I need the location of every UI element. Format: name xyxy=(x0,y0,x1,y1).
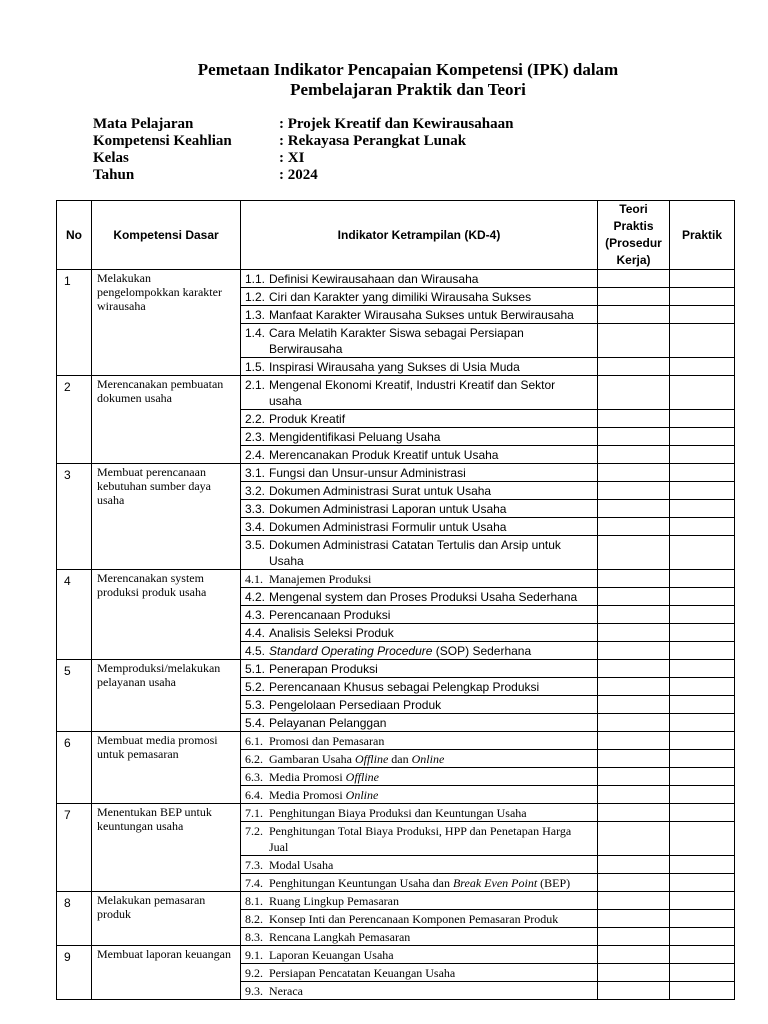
teori-praktis-cell xyxy=(598,570,670,588)
document-meta xyxy=(93,116,513,184)
teori-praktis-cell xyxy=(598,714,670,732)
kompetensi-dasar-cell: Merencanakan system produksi produk usaha xyxy=(92,570,241,660)
indikator-text: Gambaran Usaha Offline dan Online xyxy=(269,752,445,766)
indikator-number: 7.4. xyxy=(245,876,263,890)
praktik-cell xyxy=(670,678,735,696)
row-number: 9 xyxy=(57,946,92,1000)
indikator-text: Media Promosi Online xyxy=(269,788,379,802)
teori-praktis-cell xyxy=(598,428,670,446)
teori-praktis-cell xyxy=(598,732,670,750)
teori-praktis-cell xyxy=(598,376,670,410)
indikator-text: Produk Kreatif xyxy=(269,412,346,426)
praktik-cell xyxy=(670,624,735,642)
indikator-cell xyxy=(241,518,598,536)
indikator-number: 1.3. xyxy=(245,308,266,322)
indikator-text: Rencana Langkah Pemasaran xyxy=(269,930,411,944)
ipk-table xyxy=(56,200,735,1000)
teori-praktis-cell xyxy=(598,518,670,536)
praktik-cell xyxy=(670,482,735,500)
teori-praktis-cell xyxy=(598,306,670,324)
praktik-cell xyxy=(670,910,735,928)
teori-praktis-cell xyxy=(598,270,670,288)
teori-praktis-cell xyxy=(598,410,670,428)
indikator-cell xyxy=(241,714,598,732)
indikator-text: Perencanaan Produksi xyxy=(269,608,391,622)
indikator-number: 3.1. xyxy=(245,466,266,480)
indikator-cell xyxy=(241,410,598,428)
indikator-number: 4.4. xyxy=(245,626,266,640)
indikator-cell xyxy=(241,376,598,410)
teori-praktis-cell xyxy=(598,786,670,804)
table-row xyxy=(57,376,735,410)
indikator-text: Penghitungan Biaya Produksi dan Keuntungan Usaha xyxy=(269,806,527,820)
indikator-text: Cara Melatih Karakter Siswa sebagai Persiapan Berwirausaha xyxy=(269,326,524,356)
indikator-number: 3.3. xyxy=(245,502,266,516)
meta-row xyxy=(93,133,513,150)
indikator-text: Modal Usaha xyxy=(269,858,334,872)
indikator-cell xyxy=(241,624,598,642)
indikator-cell xyxy=(241,874,598,892)
praktik-cell xyxy=(670,856,735,874)
indikator-cell xyxy=(241,358,598,376)
indikator-cell xyxy=(241,696,598,714)
indikator-cell xyxy=(241,588,598,606)
indikator-cell xyxy=(241,750,598,768)
teori-praktis-cell xyxy=(598,750,670,768)
indikator-text: Mengenal system dan Proses Produksi Usaha Sederhana xyxy=(269,590,578,604)
meta-value: : Rekayasa Perangkat Lunak xyxy=(279,133,467,149)
row-number: 4 xyxy=(57,570,92,660)
praktik-cell xyxy=(670,518,735,536)
praktik-cell xyxy=(670,324,735,358)
praktik-cell xyxy=(670,606,735,624)
teori-praktis-cell xyxy=(598,768,670,786)
praktik-cell xyxy=(670,946,735,964)
kompetensi-dasar-cell: Merencanakan pembuatan dokumen usaha xyxy=(92,376,241,464)
meta-value: : 2024 xyxy=(279,167,318,183)
indikator-number: 1.4. xyxy=(245,326,266,340)
header-indikator: Indikator Ketrampilan (KD-4) xyxy=(241,201,598,270)
indikator-text: Dokumen Administrasi Catatan Tertulis dan Arsip untuk Usaha xyxy=(269,538,561,568)
indikator-number: 4.1. xyxy=(245,572,263,586)
meta-row xyxy=(93,150,513,167)
praktik-cell xyxy=(670,500,735,518)
indikator-number: 6.1. xyxy=(245,734,263,748)
row-number: 2 xyxy=(57,376,92,464)
teori-praktis-cell xyxy=(598,678,670,696)
indikator-number: 2.2. xyxy=(245,412,266,426)
indikator-number: 7.1. xyxy=(245,806,263,820)
row-number: 8 xyxy=(57,892,92,946)
indikator-text: Manfaat Karakter Wirausaha Sukses untuk Berwirausaha xyxy=(269,308,574,322)
indikator-text: Media Promosi Offline xyxy=(269,770,379,784)
row-number: 3 xyxy=(57,464,92,570)
teori-praktis-cell xyxy=(598,856,670,874)
kompetensi-dasar-cell: Melakukan pengelompokkan karakter wirausaha xyxy=(92,270,241,376)
praktik-cell xyxy=(670,964,735,982)
indikator-text: Konsep Inti dan Perencanaan Komponen Pemasaran Produk xyxy=(269,912,559,926)
indikator-cell xyxy=(241,856,598,874)
indikator-text: Dokumen Administrasi Laporan untuk Usaha xyxy=(269,502,507,516)
indikator-number: 4.2. xyxy=(245,590,266,604)
indikator-number: 3.5. xyxy=(245,538,266,552)
indikator-text: Merencanakan Produk Kreatif untuk Usaha xyxy=(269,448,499,462)
indikator-number: 5.3. xyxy=(245,698,266,712)
praktik-cell xyxy=(670,750,735,768)
table-row xyxy=(57,732,735,750)
indikator-number: 4.5. xyxy=(245,644,266,658)
indikator-number: 8.2. xyxy=(245,912,263,926)
indikator-text: Persiapan Pencatatan Keuangan Usaha xyxy=(269,966,456,980)
indikator-number: 4.3. xyxy=(245,608,266,622)
header-teori-praktis: Teori Praktis (Prosedur Kerja) xyxy=(598,201,670,270)
indikator-number: 3.4. xyxy=(245,520,266,534)
praktik-cell xyxy=(670,892,735,910)
praktik-cell xyxy=(670,714,735,732)
row-number: 5 xyxy=(57,660,92,732)
kompetensi-dasar-cell: Menentukan BEP untuk keuntungan usaha xyxy=(92,804,241,892)
indikator-number: 6.4. xyxy=(245,788,263,802)
indikator-number: 1.1. xyxy=(245,272,266,286)
indikator-cell xyxy=(241,732,598,750)
indikator-number: 2.4. xyxy=(245,448,266,462)
indikator-cell xyxy=(241,964,598,982)
table-row xyxy=(57,570,735,588)
table-header-row xyxy=(57,201,735,270)
indikator-number: 9.2. xyxy=(245,966,263,980)
indikator-number: 1.5. xyxy=(245,360,266,374)
praktik-cell xyxy=(670,696,735,714)
indikator-cell xyxy=(241,428,598,446)
teori-praktis-cell xyxy=(598,536,670,570)
indikator-number: 5.2. xyxy=(245,680,266,694)
indikator-text: Manajemen Produksi xyxy=(269,572,372,586)
table-row xyxy=(57,660,735,678)
meta-key: Kompetensi Keahlian xyxy=(93,133,232,149)
praktik-cell xyxy=(670,588,735,606)
praktik-cell xyxy=(670,306,735,324)
indikator-cell xyxy=(241,446,598,464)
indikator-cell xyxy=(241,270,598,288)
indikator-cell xyxy=(241,946,598,964)
table-row xyxy=(57,804,735,822)
indikator-cell xyxy=(241,606,598,624)
row-number: 1 xyxy=(57,270,92,376)
table-row xyxy=(57,892,735,910)
indikator-text: Laporan Keuangan Usaha xyxy=(269,948,394,962)
praktik-cell xyxy=(670,804,735,822)
indikator-cell xyxy=(241,324,598,358)
indikator-cell xyxy=(241,306,598,324)
row-number: 6 xyxy=(57,732,92,804)
praktik-cell xyxy=(670,822,735,856)
indikator-text: Ruang Lingkup Pemasaran xyxy=(269,894,399,908)
praktik-cell xyxy=(670,768,735,786)
indikator-text: Mengenal Ekonomi Kreatif, Industri Kreatif dan Sektor usaha xyxy=(269,378,556,408)
teori-praktis-cell xyxy=(598,892,670,910)
teori-praktis-cell xyxy=(598,288,670,306)
indikator-number: 5.4. xyxy=(245,716,266,730)
indikator-text: Promosi dan Pemasaran xyxy=(269,734,385,748)
indikator-cell xyxy=(241,786,598,804)
teori-praktis-cell xyxy=(598,358,670,376)
indikator-cell xyxy=(241,982,598,1000)
indikator-number: 2.1. xyxy=(245,378,266,392)
indikator-cell xyxy=(241,928,598,946)
indikator-cell xyxy=(241,768,598,786)
indikator-text: Mengidentifikasi Peluang Usaha xyxy=(269,430,441,444)
praktik-cell xyxy=(670,874,735,892)
indikator-number: 9.3. xyxy=(245,984,263,998)
indikator-text: Dokumen Administrasi Surat untuk Usaha xyxy=(269,484,492,498)
kompetensi-dasar-cell: Melakukan pemasaran produk xyxy=(92,892,241,946)
indikator-number: 1.2. xyxy=(245,290,266,304)
teori-praktis-cell xyxy=(598,464,670,482)
kompetensi-dasar-cell: Membuat perencanaan kebutuhan sumber daya usaha xyxy=(92,464,241,570)
header-kompetensi-dasar: Kompetensi Dasar xyxy=(92,201,241,270)
table-row xyxy=(57,270,735,288)
teori-praktis-cell xyxy=(598,982,670,1000)
praktik-cell xyxy=(670,536,735,570)
teori-praktis-cell xyxy=(598,588,670,606)
praktik-cell xyxy=(670,288,735,306)
teori-praktis-cell xyxy=(598,446,670,464)
row-number: 7 xyxy=(57,804,92,892)
indikator-text: Definisi Kewirausahaan dan Wirausaha xyxy=(269,272,479,286)
indikator-cell xyxy=(241,500,598,518)
indikator-text: Neraca xyxy=(269,984,303,998)
table-row xyxy=(57,464,735,482)
teori-praktis-cell xyxy=(598,482,670,500)
indikator-text: Inspirasi Wirausaha yang Sukses di Usia Muda xyxy=(269,360,520,374)
teori-praktis-cell xyxy=(598,804,670,822)
praktik-cell xyxy=(670,446,735,464)
teori-praktis-cell xyxy=(598,500,670,518)
praktik-cell xyxy=(670,732,735,750)
indikator-cell xyxy=(241,910,598,928)
indikator-number: 6.2. xyxy=(245,752,263,766)
teori-praktis-cell xyxy=(598,946,670,964)
indikator-number: 8.1. xyxy=(245,894,263,908)
indikator-cell xyxy=(241,482,598,500)
meta-row xyxy=(93,167,513,184)
indikator-number: 8.3. xyxy=(245,930,263,944)
indikator-cell xyxy=(241,804,598,822)
table-body xyxy=(57,270,735,1000)
teori-praktis-cell xyxy=(598,964,670,982)
indikator-number: 7.2. xyxy=(245,824,263,838)
teori-praktis-cell xyxy=(598,928,670,946)
praktik-cell xyxy=(670,376,735,410)
indikator-number: 9.1. xyxy=(245,948,263,962)
indikator-text: Dokumen Administrasi Formulir untuk Usaha xyxy=(269,520,507,534)
indikator-text: Penghitungan Keuntungan Usaha dan Break Even Point (BEP) xyxy=(269,876,571,890)
indikator-number: 3.2. xyxy=(245,484,266,498)
praktik-cell xyxy=(670,642,735,660)
teori-praktis-cell xyxy=(598,606,670,624)
meta-value: : Projek Kreatif dan Kewirausahaan xyxy=(279,116,514,132)
meta-key: Tahun xyxy=(93,167,135,183)
indikator-text: Analisis Seleksi Produk xyxy=(269,626,394,640)
indikator-cell xyxy=(241,660,598,678)
praktik-cell xyxy=(670,270,735,288)
indikator-cell xyxy=(241,822,598,856)
indikator-cell xyxy=(241,570,598,588)
teori-praktis-cell xyxy=(598,624,670,642)
praktik-cell xyxy=(670,464,735,482)
indikator-text: Penghitungan Total Biaya Produksi, HPP dan Penetapan Harga Jual xyxy=(269,824,572,854)
kompetensi-dasar-cell: Membuat media promosi untuk pemasaran xyxy=(92,732,241,804)
meta-value: : XI xyxy=(279,150,305,166)
teori-praktis-cell xyxy=(598,910,670,928)
table-row xyxy=(57,946,735,964)
title-line-2: Pembelajaran Praktik dan Teori xyxy=(290,80,526,99)
indikator-text: Penerapan Produksi xyxy=(269,662,378,676)
praktik-cell xyxy=(670,428,735,446)
indikator-cell xyxy=(241,536,598,570)
meta-row xyxy=(93,116,513,133)
page-title xyxy=(0,60,768,100)
teori-praktis-cell xyxy=(598,324,670,358)
indikator-text: Ciri dan Karakter yang dimiliki Wirausaha Sukses xyxy=(269,290,532,304)
indikator-text: Fungsi dan Unsur-unsur Administrasi xyxy=(269,466,466,480)
teori-praktis-cell xyxy=(598,696,670,714)
indikator-text: Standard Operating Procedure (SOP) Sederhana xyxy=(269,644,532,658)
header-no: No xyxy=(57,201,92,270)
title-line-1: Pemetaan Indikator Pencapaian Kompetensi (IPK) dalam xyxy=(197,60,619,79)
indikator-cell xyxy=(241,642,598,660)
indikator-text: Pelayanan Pelanggan xyxy=(269,716,387,730)
indikator-text: Pengelolaan Persediaan Produk xyxy=(269,698,442,712)
praktik-cell xyxy=(670,410,735,428)
indikator-cell xyxy=(241,892,598,910)
header-praktik: Praktik xyxy=(670,201,735,270)
meta-key: Kelas xyxy=(93,150,129,166)
teori-praktis-cell xyxy=(598,874,670,892)
indikator-cell xyxy=(241,288,598,306)
teori-praktis-cell xyxy=(598,642,670,660)
praktik-cell xyxy=(670,660,735,678)
praktik-cell xyxy=(670,358,735,376)
praktik-cell xyxy=(670,786,735,804)
teori-praktis-cell xyxy=(598,822,670,856)
indikator-number: 5.1. xyxy=(245,662,266,676)
indikator-cell xyxy=(241,678,598,696)
indikator-number: 7.3. xyxy=(245,858,263,872)
praktik-cell xyxy=(670,982,735,1000)
teori-praktis-cell xyxy=(598,660,670,678)
meta-key: Mata Pelajaran xyxy=(93,116,194,132)
kompetensi-dasar-cell: Membuat laporan keuangan xyxy=(92,946,241,1000)
indikator-number: 2.3. xyxy=(245,430,266,444)
indikator-cell xyxy=(241,464,598,482)
indikator-text: Perencanaan Khusus sebagai Pelengkap Produksi xyxy=(269,680,540,694)
indikator-number: 6.3. xyxy=(245,770,263,784)
praktik-cell xyxy=(670,570,735,588)
kompetensi-dasar-cell: Memproduksi/melakukan pelayanan usaha xyxy=(92,660,241,732)
praktik-cell xyxy=(670,928,735,946)
